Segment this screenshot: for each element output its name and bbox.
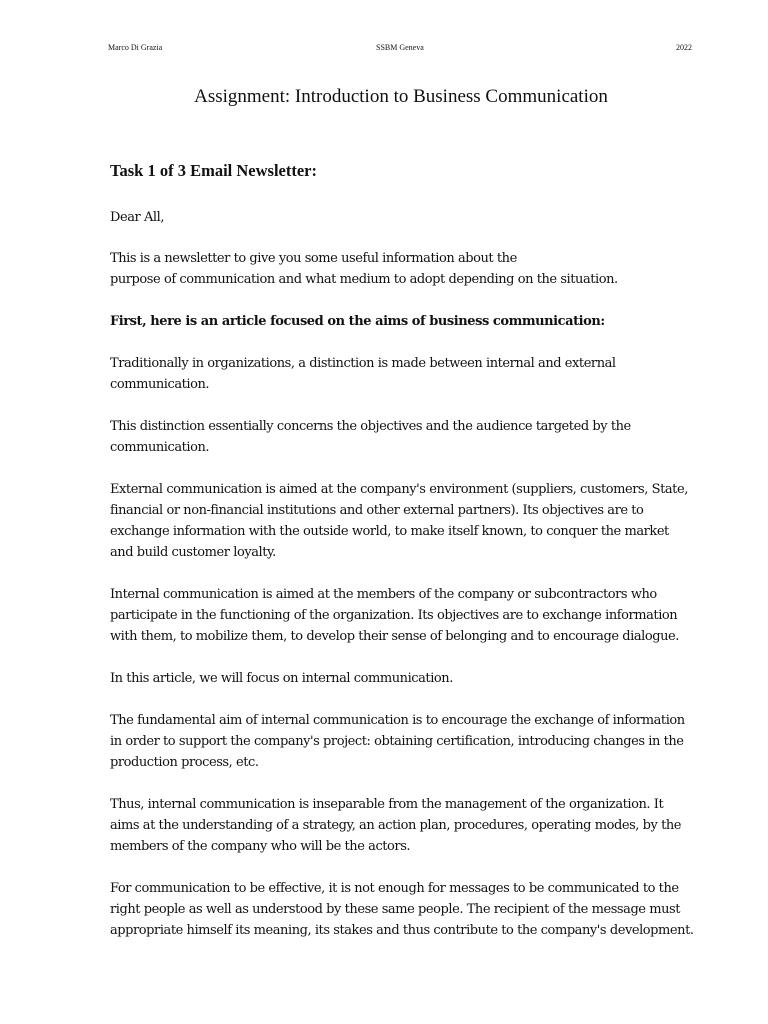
text-line: Internal communication is aimed at the members of the company or subcontractors who bbox=[110, 587, 657, 602]
text-line: communication. bbox=[110, 440, 210, 455]
header-author: Marco Di Grazia bbox=[108, 43, 163, 52]
text-line: Thus, internal communication is inseparable from the management of the organization. It bbox=[110, 797, 664, 812]
text-line: right people as well as understood by these same people. The recipient of the message must bbox=[110, 902, 681, 917]
paragraph-objectives bbox=[110, 416, 710, 458]
paragraph-greeting bbox=[110, 207, 710, 228]
paragraph-distinction bbox=[110, 353, 710, 395]
text-line: This distinction essentially concerns the objectives and the audience targeted by the bbox=[110, 419, 631, 434]
paragraph-intro bbox=[110, 248, 710, 290]
text-line: External communication is aimed at the company's environment (suppliers, customers, State, bbox=[110, 482, 688, 497]
text-line: First, here is an article focused on the aims of business communication: bbox=[110, 314, 605, 329]
text-line: financial or non-financial institutions and other external partners). Its objectives are to bbox=[110, 503, 644, 518]
paragraph-internal bbox=[110, 584, 710, 647]
text-line: and build customer loyalty. bbox=[110, 545, 276, 560]
text-line: The fundamental aim of internal communication is to encourage the exchange of information bbox=[110, 713, 685, 728]
text-line: aims at the understanding of a strategy, an action plan, procedures, operating modes, by the bbox=[110, 818, 682, 833]
header-school: SSBM Geneva bbox=[376, 43, 424, 52]
text-line: This is a newsletter to give you some useful information about the bbox=[110, 251, 517, 266]
paragraph-management bbox=[110, 794, 710, 857]
text-line: with them, to mobilize them, to develop their sense of belonging and to encourage dialogue. bbox=[110, 629, 679, 644]
document-title: Assignment: Introduction to Business Communication bbox=[194, 86, 608, 107]
text-line: purpose of communication and what medium to adopt depending on the situation. bbox=[110, 272, 618, 287]
paragraph-focus bbox=[110, 668, 710, 689]
paragraph-effectiveness bbox=[110, 878, 710, 941]
paragraph-fundamental-aim bbox=[110, 710, 710, 773]
text-line: Dear All, bbox=[110, 210, 164, 225]
text-line: In this article, we will focus on internal communication. bbox=[110, 671, 453, 686]
text-line: participate in the functioning of the organization. Its objectives are to exchange information bbox=[110, 608, 678, 623]
text-line: appropriate himself its meaning, its stakes and thus contribute to the company's development. bbox=[110, 923, 694, 938]
task-heading: Task 1 of 3 Email Newsletter: bbox=[110, 161, 317, 180]
text-line: in order to support the company's project: obtaining certification, introducing changes in the bbox=[110, 734, 684, 749]
paragraph-article-lead bbox=[110, 311, 710, 332]
text-line: members of the company who will be the actors. bbox=[110, 839, 411, 854]
header-year: 2022 bbox=[676, 43, 692, 52]
text-line: For communication to be effective, it is not enough for messages to be communicated to the bbox=[110, 881, 679, 896]
text-line: production process, etc. bbox=[110, 755, 259, 770]
text-line: Traditionally in organizations, a distinction is made between internal and external bbox=[110, 356, 616, 371]
text-line: exchange information with the outside world, to make itself known, to conquer the market bbox=[110, 524, 669, 539]
text-line: communication. bbox=[110, 377, 210, 392]
paragraph-external bbox=[110, 479, 710, 563]
page-header bbox=[108, 43, 692, 57]
